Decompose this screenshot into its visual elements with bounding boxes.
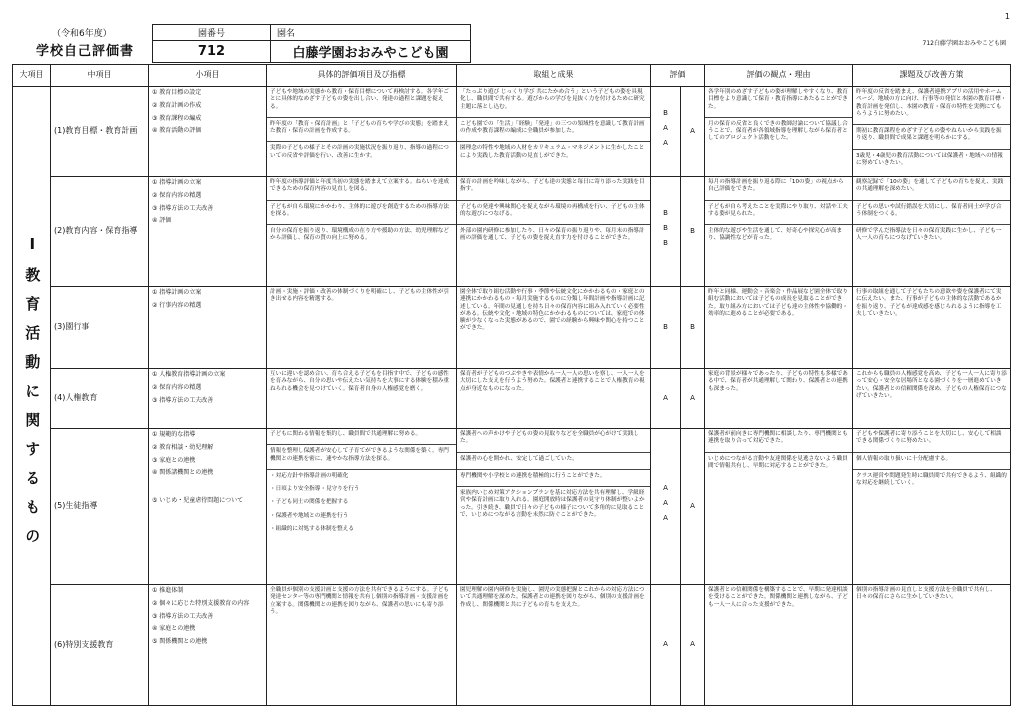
subitem: ① 規範的な指導 bbox=[152, 431, 196, 438]
indicator-cell bbox=[267, 87, 457, 177]
subitem-cell bbox=[149, 429, 267, 585]
grade: B bbox=[663, 208, 668, 217]
overall-grade-cell: A bbox=[681, 369, 705, 429]
effort-cell: 保育者が子どものつぶやきや表情から一人一人の思いを察し、一人一人を大切にした支えを行うよう努めた。保護者と連携することで人権教育の視点が身近なものになった。 bbox=[457, 369, 651, 429]
subitem: ① 教育目標の設定 bbox=[152, 89, 202, 96]
school-name: 白藤学園おおみやこども園 bbox=[271, 41, 471, 63]
col-grade: 評価 bbox=[651, 65, 705, 87]
col-reason: 評価の観点・理由 bbox=[705, 65, 853, 87]
effort-cell bbox=[457, 87, 651, 177]
table-row bbox=[13, 585, 1011, 706]
col-subitem: 小項目 bbox=[149, 65, 267, 87]
overall-grade-cell: B bbox=[681, 177, 705, 287]
indicator-cell: 全職員が個別の支援計画と支援の方法を共有できるようにする。子ども発達センター等の専門機関と情報を共有し個別の指導計画・支援計画を立案する。関係機関との連携を図りながら、保護者の思いにも寄り添う。 bbox=[267, 585, 457, 706]
effort-cell bbox=[457, 177, 651, 287]
category-cell: (5)生徒指導 bbox=[51, 429, 149, 585]
subitem: ④ 評価 bbox=[152, 217, 172, 225]
table-row bbox=[13, 429, 1011, 585]
subitem: ④ 家庭との連携 bbox=[152, 625, 196, 633]
reason-cell bbox=[705, 87, 853, 177]
reason-text: 各学年別のめざす子どもの姿が理解しやすくなり、教育目標をより意識して保育・教育指導にあたることができた。 bbox=[708, 89, 848, 110]
effort-text: 家族内いじめ対策アクションプランを基に対応方法を共有理解し、学級経営や保育計画に取り入れる。園庭開放時は保護者の見守り体制が整いよかった。引き続き、職員で日々の子どもの様子について多角的に見取ることで、いじめにつながる言動を未然に防ぐことができた。 bbox=[460, 490, 645, 518]
subitem: ③ 指導方法の工夫改善 bbox=[152, 612, 214, 620]
grade: B bbox=[663, 108, 668, 117]
reason-cell bbox=[705, 429, 853, 585]
col-category: 中項目 bbox=[51, 65, 149, 87]
subitem: ⑤ 関係機関との連携 bbox=[152, 638, 208, 646]
col-issue: 課題及び改善方策 bbox=[853, 65, 1011, 87]
subitem: ⑤ いじめ・児童虐待問題について bbox=[152, 497, 244, 505]
grade-cell bbox=[651, 87, 681, 177]
grade-cell: A bbox=[651, 585, 681, 706]
subitem: ② 教育計画の作成 bbox=[152, 101, 202, 109]
subitem: ① 推進体制 bbox=[152, 587, 184, 594]
indicator-text: 子どもに関わる情報を集約し、職員間で共通理解に努める。 bbox=[270, 431, 422, 437]
subitem-cell bbox=[149, 177, 267, 287]
reason-text: 毎月の指導計画を振り返る際に「10の姿」の視点から自己評価をできた。 bbox=[708, 179, 844, 193]
category-cell: (4)人権教育 bbox=[51, 369, 149, 429]
effort-text: 子どもの発達や興味関心を捉えながら環境の再構成を行い、子どもの主体的な遊びにつなげる。 bbox=[460, 203, 645, 217]
subitem: ② 保育内容の精選 bbox=[152, 191, 202, 199]
grade: B bbox=[663, 223, 668, 232]
effort-cell bbox=[457, 429, 651, 585]
issue-text: 個人情報の取り扱いに十分配慮する。 bbox=[856, 455, 952, 462]
subitem-cell bbox=[149, 87, 267, 177]
effort-text: 保護者の心を開かれ、安定して過ごしていた。 bbox=[460, 455, 578, 462]
subitem: ④ 関係諸機関との連携 bbox=[152, 469, 214, 477]
document-title: 学校自己評価書 bbox=[36, 44, 135, 59]
evaluation-table bbox=[12, 64, 1011, 706]
issue-text: 3歳児・4歳児の教育活動については保護者・地域への情報に努めていきたい。 bbox=[856, 152, 1003, 166]
reason-text: 子どもが自ら考えたことを実際にやり取り、対話や工夫する姿が見られた。 bbox=[708, 203, 848, 217]
overall-grade-cell: A bbox=[681, 429, 705, 585]
major-item-label: Ⅰ教育活動に関するもの bbox=[23, 235, 42, 557]
grade: A bbox=[663, 514, 668, 523]
issue-text: クラス運営や問題発生時に職員間で共有できるよう、組織的な対応を継続していく。 bbox=[856, 472, 1007, 487]
effort-text: 「たっぷり遊び じっくり学び 共にたかめ合う」という子どもの姿を具現化し、職員間で共有する。遊びからの学びを見抜く力を付けるために研究主題に落とし込む。 bbox=[460, 89, 645, 110]
grade-cell: B bbox=[651, 287, 681, 369]
school-info-table bbox=[152, 24, 471, 63]
subitem: ③ 教育課程の編成 bbox=[152, 114, 202, 122]
subitem-cell bbox=[149, 585, 267, 706]
category-cell: (3)園行事 bbox=[51, 287, 149, 369]
indicator-text: 昨年度の「教育・保育計画」と「子どもの育ちや学びの実態」を踏まえた教育・保育の計画を作成する。 bbox=[270, 120, 450, 135]
table-row bbox=[13, 369, 1011, 429]
name-label: 園名 bbox=[271, 25, 471, 41]
indicator-text: 実際の子どもの様子とその計画の実施状況を振り返り、指導の過程についての反省や評価を行い、改善に生かす。 bbox=[270, 145, 449, 159]
page-number: 1 bbox=[1004, 12, 1010, 21]
subitem: ② 行事内容の精選 bbox=[152, 301, 202, 309]
indicator-text: 子どもが自ら環境にかかわり、主体的に遊びを創造するための指導方法を探る。 bbox=[270, 203, 450, 217]
subitem: ① 人権教育指導計画の立案 bbox=[152, 371, 226, 378]
reason-text: 保護者が前向きに専門機関に相談したり、専門機関とも連携を取り合って対応できた。 bbox=[708, 431, 848, 445]
reason-text: いじめにつながる言動や友達関係を見逃さないよう職員間で情報共有し、早期に対応することができた。 bbox=[708, 455, 848, 469]
col-major: 大項目 bbox=[13, 65, 51, 87]
effort-text: 外部の園内研修に参加したり、日々の保育の振り返りや、毎月末の指導計画の評価を通して、子どもの姿を捉え直す力を付けることができた。 bbox=[460, 228, 645, 242]
overall-grade-cell: A bbox=[681, 585, 705, 706]
subitem-detail: ・子ども同士の関係を把握する bbox=[270, 499, 349, 506]
subitem: ③ 指導方法の工夫改善 bbox=[152, 204, 214, 212]
issue-cell bbox=[853, 87, 1011, 177]
grade: A bbox=[663, 139, 668, 148]
issue-cell: 個別の指導計画の見直しと支援方法を全職員で共有し、日々の保育にさらに生かしていきたい。 bbox=[853, 585, 1011, 706]
subitem-cell bbox=[149, 287, 267, 369]
indicator-cell bbox=[267, 429, 457, 585]
category-cell: (6)特別支援教育 bbox=[51, 585, 149, 706]
subitem: ② 保育内容の精選 bbox=[152, 383, 202, 391]
issue-cell bbox=[853, 429, 1011, 585]
header-row bbox=[13, 65, 1011, 87]
subitem-detail: ・保護者や地域との連携を行う bbox=[270, 512, 349, 519]
effort-text: こども園での「生活」「経験」「発達」の三つの領域性を意識して教育計画の作成や教育課程の編成に全職員が参加した。 bbox=[460, 120, 645, 135]
grade-cell bbox=[651, 177, 681, 287]
issue-text: 研修で学んだ指導法を日々の保育実践に生かし、子ども一人一人の育ちにつなげていきたい。 bbox=[856, 228, 1002, 242]
effort-text: 保育の計画を吟味しながら、子ども達の実態と毎日に寄り添った実践を目指す。 bbox=[460, 179, 645, 193]
indicator-cell: 互いに違いを認め合い、育ち合える子どもを目指す中で、子どもの感性を育みながら、自分の思いや伝えたい気持ちを大事にする体験を積み重ねられる機会を見つけていく。保育者自身の人権感覚を磨く。 bbox=[267, 369, 457, 429]
grade: A bbox=[663, 498, 668, 507]
effort-text: 保護者への声かけや子どもの姿の見取りなどを全職員が心がけて実践した。 bbox=[460, 431, 640, 445]
issue-cell: これからも職員の人権感覚を高め、子ども一人一人に寄り添って安心・安全な居場所となる園づくりを一層進めていきたい。保護者との信頼関係を深め、子どもの人権保育につなげていきたい。 bbox=[853, 369, 1011, 429]
table-row bbox=[13, 87, 1011, 177]
overall-grade-cell: B bbox=[681, 287, 705, 369]
page-id: 712白藤学園おおみやこども園 bbox=[922, 40, 1006, 47]
issue-text: 観察記録で「10の姿」を通して子どもの育ちを捉え、実践の共通理解を深めたい。 bbox=[856, 179, 1004, 193]
issue-text: 昨年度の反省を踏まえ、保護者連携アプリの活用やホームページ、地域の方に向け、行事等の発信と本園の教育目標・教育計画を発信し、本園の教育・保育の特性を実例にてもらうように努めたい。 bbox=[856, 89, 1007, 117]
subitem-cell bbox=[149, 369, 267, 429]
grade: A bbox=[663, 483, 668, 492]
subitem: ① 指導計画の立案 bbox=[152, 179, 202, 186]
subitem: ① 指導計画の立案 bbox=[152, 289, 202, 296]
effort-cell: 園児理解の園内研修を実施し、園児の実態把握とこれからの対応方法について共通理解を深めた。保護者との連携を図りながら、個別の支援計画を作成し、関係機関と共に子どもの育ちを支えた。 bbox=[457, 585, 651, 706]
indicator-text: 昨年度の指導評価と年度当初の実態を踏まえて立案する。ねらいを達成できるための保育内容の見直しを図る。 bbox=[270, 179, 450, 193]
indicator-cell: 計画・実施・評価・改善の体制づくりを明確にし、子どもの主体性が引き出せる内容を精選する。 bbox=[267, 287, 457, 369]
indicator-cell bbox=[267, 177, 457, 287]
reason-text: 主体的な遊びや生活を通して、好奇心や探究心が高まり、協調性などが育った。 bbox=[708, 228, 843, 242]
fiscal-year: （令和6年度） bbox=[52, 29, 112, 39]
reason-cell: 昨年と同様、運動会・音楽会・作品展など園全体で取り組む活動においては子どもの成長を見取ることができた。取り組み方においては子ども達の主体性や協働的・効率的に進めることが必要である。 bbox=[705, 287, 853, 369]
subitem: ② 個々に応じた特別支援教育の内容 bbox=[152, 599, 250, 607]
grade-cell: A bbox=[651, 369, 681, 429]
effort-text: 園理念の特性や地域の人材をカリキュラム・マネジメントに生かしたことにより実践した教育活動の見直しができた。 bbox=[460, 145, 645, 159]
issue-text: 子どもの思いや試行錯誤を大切にし、保育者同士が学び合う体制をつくる。 bbox=[856, 203, 1002, 217]
issue-text: 子どもや保護者に寄り添うことを大切にし、安心して相談できる関係づくりに努めたい。 bbox=[856, 431, 1002, 445]
indicator-text: 自分の保育を振り返り、環境構成の在り方や援助の方法、幼児理解などから評価し、保育の質の向上に努める。 bbox=[270, 228, 450, 242]
major-item-cell bbox=[13, 87, 51, 706]
subitem-detail: ・日頃より安全指導・見守りを行う bbox=[270, 486, 360, 493]
issue-cell: 行事の取組を通して子どもたちの意欲や姿を保護者にて実に伝えたい。また、行事が子どもの主体的な活動であるかを振り返り、子どもが達成感を感じられるように指導を工夫していきたい。 bbox=[853, 287, 1011, 369]
reason-cell: 家庭の背景が様々であったり、子どもの特性も多様である中で、保育者が共通理解して関わり、保護者との連携も深まった。 bbox=[705, 369, 853, 429]
reason-text: 月の保育の反省と良くできの教師討論について協議し合うことで、保育者が各領域指導を理解しながら保育者としてのプロジェクト活動をした。 bbox=[708, 120, 848, 142]
grade: A bbox=[663, 123, 668, 132]
indicator-text: 情報を整理し保護者が安心して子育てができるような関係を築く。専門機関との連携を密に、速やかな指導方法を探る。 bbox=[270, 448, 449, 462]
grade-cell bbox=[651, 429, 681, 585]
reason-cell bbox=[705, 177, 853, 287]
school-code: 712 bbox=[153, 41, 271, 63]
col-indicator: 具体的評価項目及び指標 bbox=[267, 65, 457, 87]
subitem-detail: ・対応方針や指導計画の明確化 bbox=[270, 472, 349, 479]
subitem: ③ 家庭との連携 bbox=[152, 456, 196, 464]
indicator-text: 子どもや地域の実態から教育・保育目標について再検討する。各学年ごとに具体的なめざす子どもの姿を出し合い、発達の過程と課題を捉える。 bbox=[270, 89, 449, 110]
subitem: ④ 教育活動の評価 bbox=[152, 127, 202, 135]
issue-cell bbox=[853, 177, 1011, 287]
table-row bbox=[13, 287, 1011, 369]
effort-text: 専門機関や小学校との連携を積極的に行うことができた。 bbox=[460, 472, 606, 479]
table-row bbox=[13, 177, 1011, 287]
overall-grade-cell: A bbox=[681, 87, 705, 177]
subitem-detail: ・組織的に対処する体制を整える bbox=[270, 525, 354, 532]
effort-cell: 園全体で取り組む活動や行事・季節や伝統文化にかかわるもの・家庭との連携にかかわるもの・毎月実施するものに分類し年間計画や指導計画に記述している。年間の見通しを持ち日々の保育内容に組み入れていく必要性がある。伝統や文化・地域の特色にかかわるものについては、家庭での体験が少なくなった実態があるので、園での経験から興味や関心を持つことができた。 bbox=[457, 287, 651, 369]
category-cell: (2)教育内容・保育指導 bbox=[51, 177, 149, 287]
reason-cell: 保護者との信頼関係を構築することで、早期に発達相談を受けることができた。関係機関と連携しながら、子ども一人一人に合った支援ができた。 bbox=[705, 585, 853, 706]
col-effort: 取組と成果 bbox=[457, 65, 651, 87]
grade: B bbox=[663, 239, 668, 248]
subitem: ③ 指導方法の工夫改善 bbox=[152, 396, 214, 404]
subitem: ② 教育相談・幼児理解 bbox=[152, 443, 214, 451]
code-label: 園番号 bbox=[153, 25, 271, 41]
issue-text: 期初に教育課程をめざす子どもの姿やねらいから実践を振り返り、職員間で成果と課題を明らかにする。 bbox=[856, 128, 1002, 142]
category-cell: (1)教育目標・教育計画 bbox=[51, 87, 149, 177]
